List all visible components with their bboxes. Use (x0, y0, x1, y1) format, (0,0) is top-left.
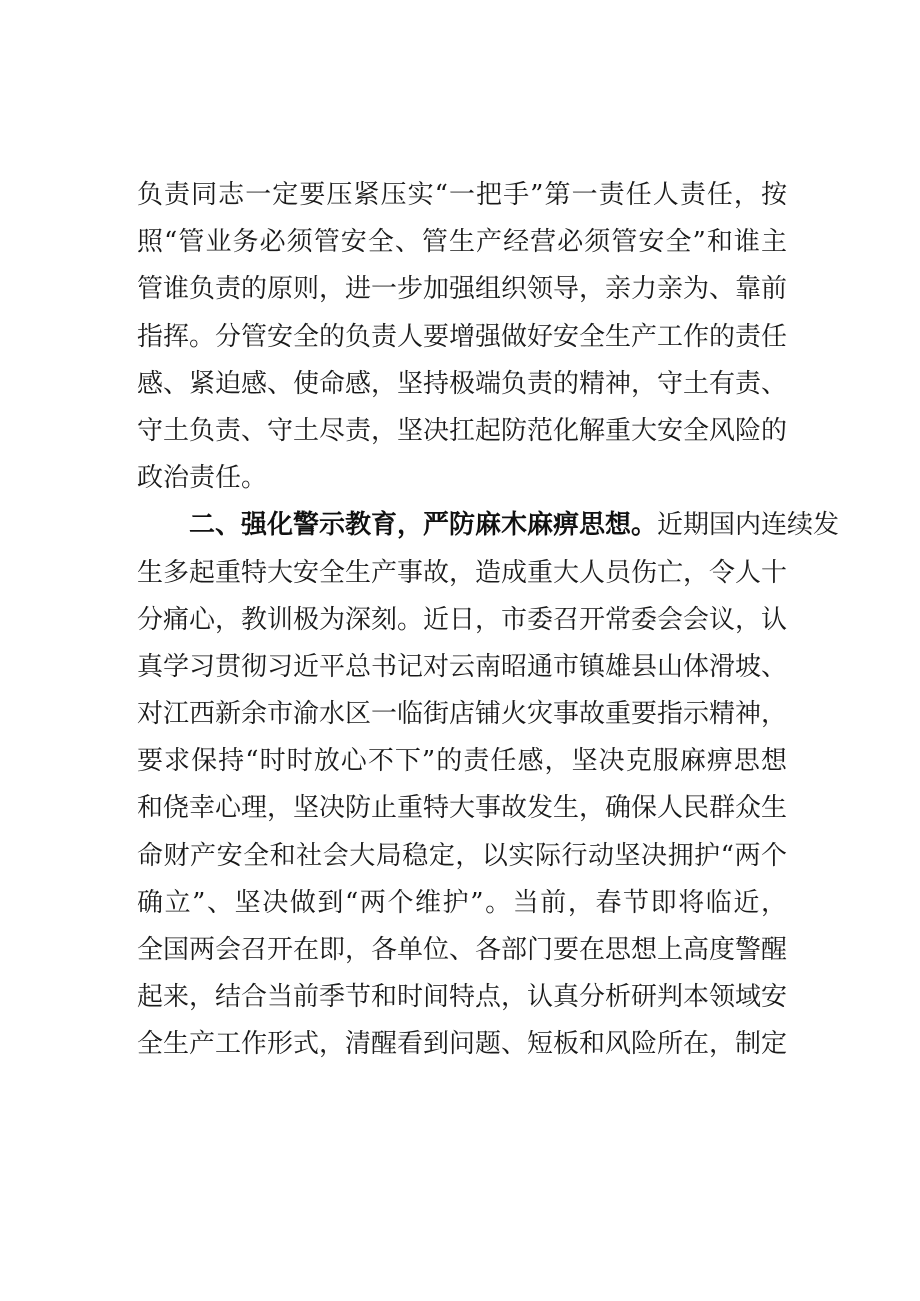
text-line: 全国两会召开在即，各单位、各部门要在思想上高度警醒 (137, 935, 788, 965)
text-line: 负责同志一定要压紧压实“一把手”第一责任人责任，按 (137, 180, 787, 210)
text-line: 全生产工作形式，清醒看到问题、短板和风险所在，制定 (137, 1029, 788, 1060)
text-line: 命财产安全和社会大局稳定，以实际行动坚决拥护“两个 (137, 840, 787, 871)
text-line: 照“管业务必须管安全、管生产经营必须管安全”和谁主 (137, 227, 787, 258)
text-line: 确立”、坚决做到“两个维护”。当前，春节即将临近， (137, 887, 787, 918)
text-line: 感、紧迫感、使命感，坚持极端负责的精神，守土有责、 (137, 368, 788, 399)
section-heading: 二、强化警示教育，严防麻木麻痹思想。 (189, 510, 658, 541)
paragraph-2 (137, 502, 840, 1068)
body-text (137, 172, 840, 1069)
text-line: 对江西新余市渝水区一临街店铺火灾事故重要指示精神， (137, 699, 788, 730)
text-line: 真学习贯彻习近平总书记对云南昭通市镇雄县山体滑坡、 (137, 651, 788, 682)
heading-line-rest: 近期国内连续发 (657, 510, 840, 541)
text-line: 政治责任。 (137, 463, 268, 494)
text-line: 生多起重特大安全生产事故，造成重大人员伤亡，令人十 (137, 557, 788, 588)
text-line (137, 502, 840, 549)
text-line: 要求保持“时时放心不下”的责任感，坚决克服麻痹思想 (137, 746, 787, 777)
text-line: 守土负责、守土尽责，坚决扛起防范化解重大安全风险的 (137, 415, 788, 446)
text-line: 起来，结合当前季节和时间特点，认真分析研判本领域安 (137, 982, 788, 1013)
text-line: 指挥。分管安全的负责人要增强做好安全生产工作的责任 (137, 321, 788, 352)
text-line: 管谁负责的原则，进一步加强组织领导，亲力亲为、靠前 (137, 274, 788, 305)
text-line: 和侥幸心理，坚决防止重特大事故发生，确保人民群众生 (137, 793, 788, 824)
text-line: 分痛心，教训极为深刻。近日，市委召开常委会会议，认 (137, 604, 788, 635)
paragraph-1 (137, 172, 787, 502)
